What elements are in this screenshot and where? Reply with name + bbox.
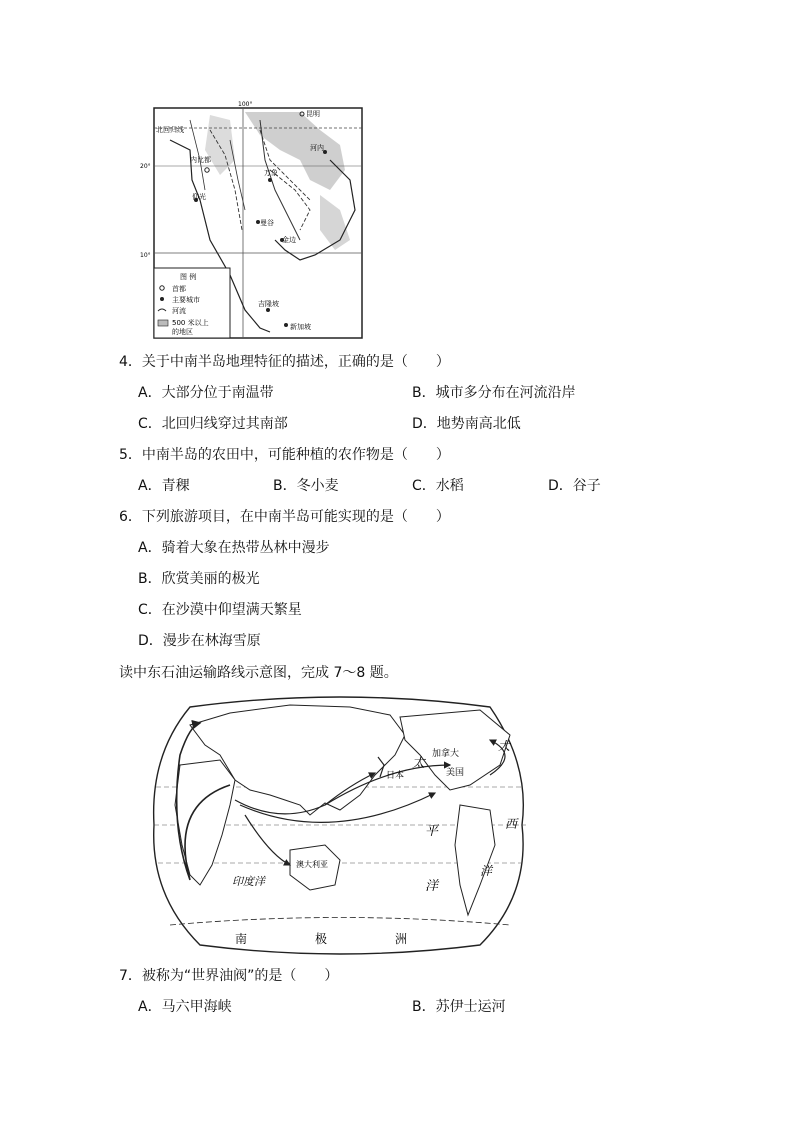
svg-text:主要城市: 主要城市 <box>172 296 200 304</box>
lat-20-label: 20° <box>140 163 151 170</box>
svg-text:的地区: 的地区 <box>172 328 193 336</box>
map-legend <box>154 268 230 338</box>
svg-text:图 例: 图 例 <box>180 273 197 281</box>
label-antarctica-2: 极 <box>315 932 328 946</box>
svg-text:河流: 河流 <box>172 307 186 315</box>
city-naypyidaw: 内比都 <box>190 156 211 164</box>
q4-option-d: D．地势南高北低 <box>412 416 521 432</box>
q4-option-b: B．城市多分布在河流沿岸 <box>412 385 576 401</box>
city-singapore: 新加坡 <box>290 323 311 331</box>
tropic-label: 北回归线 <box>156 126 184 134</box>
q6-option-d: D．漫步在林海雪原 <box>138 633 261 649</box>
meridian-label: 100° <box>238 101 253 108</box>
label-atlantic-3: 洋 <box>480 864 493 878</box>
indochina-map <box>140 100 365 340</box>
lat-10-label: 10° <box>140 252 151 259</box>
label-antarctica-3: 洲 <box>395 932 408 946</box>
city-yangon: 仰光 <box>192 193 206 201</box>
city-kunming: 昆明 <box>306 110 320 118</box>
q6-option-b: B．欣赏美丽的极光 <box>138 571 260 587</box>
oil-route-map <box>150 695 530 955</box>
q4-option-a: A．大部分位于南温带 <box>138 385 274 401</box>
q6-stem: 6．下列旅游项目，在中南半岛可能实现的是（ ） <box>119 509 450 525</box>
q6-option-c: C．在沙漠中仰望满天繁星 <box>138 602 302 618</box>
svg-text:500 米以上: 500 米以上 <box>172 319 209 327</box>
q7-stem: 7．被称为“世界油阀”的是（ ） <box>119 968 339 984</box>
svg-text:首都: 首都 <box>172 285 186 293</box>
city-bangkok: 曼谷 <box>260 219 274 227</box>
city-vientiane: 万象 <box>264 169 278 177</box>
label-pacific-1: 太 <box>412 756 426 771</box>
city-phnompenh: 金边 <box>282 236 296 244</box>
label-australia: 澳大利亚 <box>296 860 328 869</box>
q6-option-a: A．骑着大象在热带丛林中漫步 <box>138 540 330 556</box>
label-canada: 加拿大 <box>432 749 460 759</box>
q7-option-a: A．马六甲海峡 <box>138 999 232 1015</box>
q4-option-c: C．北回归线穿过其南部 <box>138 416 288 432</box>
label-antarctica-1: 南 <box>235 932 248 946</box>
label-usa: 美国 <box>446 768 465 778</box>
q7-option-b: B．苏伊士运河 <box>412 999 506 1015</box>
label-pacific-2: 平 <box>425 824 439 839</box>
intro-7-8: 读中东石油运输路线示意图，完成 7～8 题。 <box>119 665 398 681</box>
label-atlantic-2: 西 <box>505 817 518 831</box>
q5-stem: 5．中南半岛的农田中，可能种植的农作物是（ ） <box>119 447 450 463</box>
label-japan: 日本 <box>386 771 405 781</box>
city-hanoi: 河内 <box>310 144 324 152</box>
label-indian-ocean: 印度洋 <box>232 875 265 888</box>
q5-option-c: C．水稻 <box>412 478 464 494</box>
label-atlantic-1: 大 <box>498 739 511 753</box>
q5-option-b: B．冬小麦 <box>273 478 339 494</box>
q5-option-a: A．青稞 <box>138 478 190 494</box>
city-kualalumpur: 吉隆坡 <box>258 300 279 308</box>
q5-option-d: D．谷子 <box>548 478 601 494</box>
q4-stem: 4．关于中南半岛地理特征的描述，正确的是（ ） <box>119 354 450 370</box>
label-pacific-3: 洋 <box>425 879 439 894</box>
